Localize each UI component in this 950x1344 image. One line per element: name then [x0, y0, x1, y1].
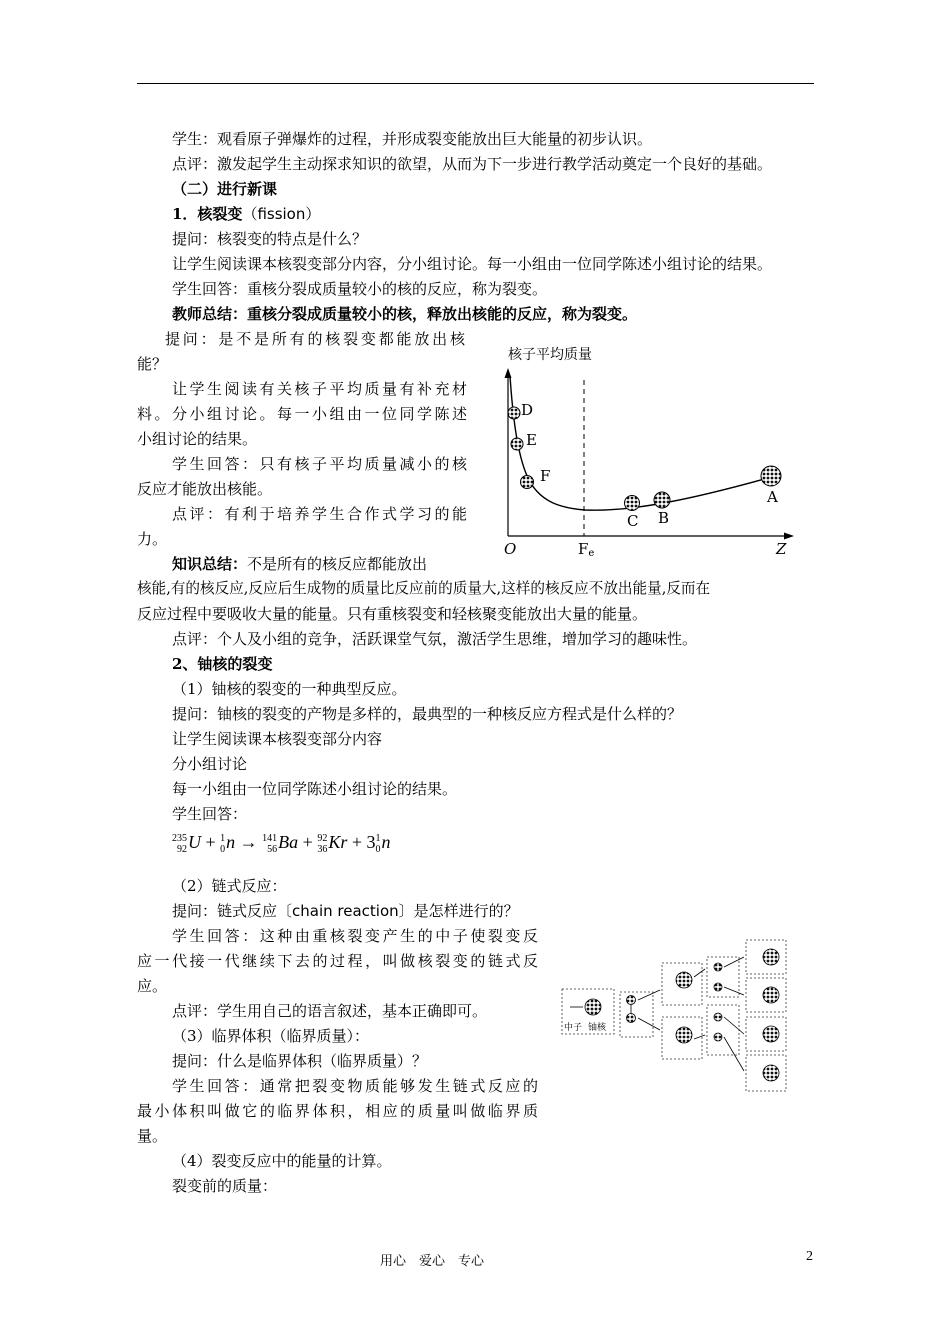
english-term: chain reaction [292, 902, 399, 920]
text-line: （3）临界体积（临界质量）： [172, 1027, 370, 1045]
text-line: （1）铀核的裂变的一种典型反应。 [172, 680, 407, 698]
text-line: 让学生阅读课本核裂变部分内容，分小组讨论。每一小组由一位同学陈述小组讨论的结果。 [172, 255, 773, 273]
text-line: 提问：链式反应〔chain reaction〕是怎样进行的？ [172, 902, 519, 920]
plus-coefficient: + 3 [351, 832, 376, 852]
origin-label: O [504, 540, 517, 558]
point-label: A [767, 488, 778, 506]
page-footer: 用心 爱心 专心 [380, 1254, 485, 1269]
summary-label: 知识总结： [172, 555, 248, 573]
barium-indices: 141 56 [262, 832, 278, 855]
text-line: 学生回答：通常把裂变物质能够发生链式反应的 [172, 1077, 538, 1095]
neutron-symbol: n [226, 832, 236, 852]
heading-number: 1．核裂变 [172, 205, 243, 223]
plus-sign: + [302, 832, 313, 852]
heading-english: （fission） [242, 205, 321, 223]
nucleus-a [761, 466, 781, 486]
neutron-indices: 1 0 [220, 832, 226, 855]
text-line: 学生回答：只有核子平均质量减小的核 [172, 455, 467, 473]
nucleon-mass-figure [490, 340, 800, 560]
stage-boxes [562, 940, 786, 1091]
text-line: 反应才能放出核能。 [137, 480, 273, 498]
uranium-symbol: U [188, 832, 201, 852]
text-line: 学生：观看原子弹爆炸的过程，并形成裂变能放出巨大能量的初步认识。 [172, 130, 653, 148]
subsection-heading: 2、铀核的裂变 [172, 655, 273, 673]
teacher-summary: 教师总结：重核分裂成质量较小的核，释放出核能的反应，称为裂变。 [172, 305, 638, 323]
text-line: 提问：是不是所有的核裂变都能放出核 [165, 330, 465, 348]
reaction-arrow: → [239, 832, 258, 852]
subsection-heading [172, 204, 320, 224]
text-line: 点评：有利于培养学生合作式学习的能 [172, 505, 467, 523]
summary-text: 不是所有的核反应都能放出 [247, 555, 428, 573]
knowledge-summary [172, 554, 427, 574]
point-label: C [627, 512, 639, 530]
text-line: 反应过程中要吸收大量的能量。只有重核裂变和轻核聚变能放出大量的能量。 [137, 605, 648, 623]
text-line: 点评：学生用自己的语言叙述，基本正确即可。 [172, 1002, 488, 1020]
x-axis-arrow [784, 533, 794, 540]
text-line: 每一小组由一位同学陈述小组讨论的结果。 [172, 780, 458, 798]
nucleus-d [508, 407, 520, 419]
text-line: 量。 [137, 1127, 168, 1145]
point-label: F [540, 467, 551, 485]
text-line: 应一代接一代继续下去的过程，叫做核裂变的链式反 [137, 952, 538, 970]
nucleus-e [511, 438, 523, 450]
chain-reaction-figure [558, 935, 793, 1095]
neutron-symbol: n [381, 832, 391, 852]
text-line: 分小组讨论 [172, 755, 248, 773]
text-line: 学生回答：这种由重核裂变产生的中子使裂变反 [172, 927, 538, 945]
text-line: 料。分小组讨论。每一小组由一位同学陈述 [137, 405, 467, 423]
text-line: 点评：个人及小组的竞争，活跃课堂气氛，激活学生思维，增加学习的趣味性。 [172, 630, 698, 648]
text-line: 小组讨论的结果。 [137, 430, 258, 448]
point-label: E [526, 431, 537, 449]
page-number: 2 [806, 1249, 813, 1264]
text-line: 让学生阅读有关核子平均质量有补充材 [172, 380, 467, 398]
text-line: 点评：激发起学生主动探求知识的欲望，从而为下一步进行教学活动奠定一个良好的基础。 [172, 155, 773, 173]
section-heading: （二）进行新课 [172, 180, 278, 198]
text-line: 最小体积叫做它的临界体积，相应的质量叫做临界质 [137, 1102, 538, 1120]
average-mass-curve [510, 376, 775, 510]
nucleus-f [521, 476, 534, 489]
text-line: 提问：铀核的裂变的产物是多样的，最典型的一种核反应方程式是什么样的？ [172, 705, 683, 723]
text-line: 提问：核裂变的特点是什么？ [172, 230, 368, 248]
text-line: 学生回答： [172, 805, 248, 823]
text-line: 能？ [137, 355, 168, 373]
graph-ylabel: 核子平均质量 [508, 347, 592, 363]
header-rule [137, 83, 814, 84]
nucleus-c [625, 496, 640, 511]
neutron-label: 中子 [564, 1023, 583, 1033]
fission-equation [172, 832, 390, 862]
text-line: 应。 [137, 977, 168, 995]
nucleus-b [654, 492, 670, 508]
point-label: D [521, 401, 534, 419]
barium-symbol: Ba [278, 832, 299, 852]
uranium-indices: 235 92 [172, 832, 187, 855]
text-line: 核能,有的核反应,反应后生成物的质量比反应前的质量大,这样的核反应不放出能量,反而在 [137, 580, 711, 597]
text-line: 提问：什么是临界体积（临界质量）？ [172, 1052, 428, 1070]
krypton-symbol: Kr [328, 832, 348, 852]
text-line: 力。 [137, 530, 168, 548]
uranium-label: 铀核 [588, 1023, 607, 1033]
text-line: （4）裂变反应中的能量的计算。 [172, 1152, 392, 1170]
text-line: 学生回答：重核分裂成质量较小的核的反应，称为裂变。 [172, 280, 548, 298]
text-line: 裂变前的质量： [172, 1177, 278, 1195]
point-label: B [658, 509, 670, 527]
krypton-indices: 92 36 [317, 832, 328, 855]
plus-sign: + [205, 832, 216, 852]
text-line: （2）链式反应： [172, 877, 287, 895]
x-axis-label: Z [776, 540, 787, 558]
neutron-indices: 1 0 [375, 832, 381, 855]
text-line: 让学生阅读课本核裂变部分内容 [172, 730, 383, 748]
fe-label: Fe [578, 540, 595, 559]
